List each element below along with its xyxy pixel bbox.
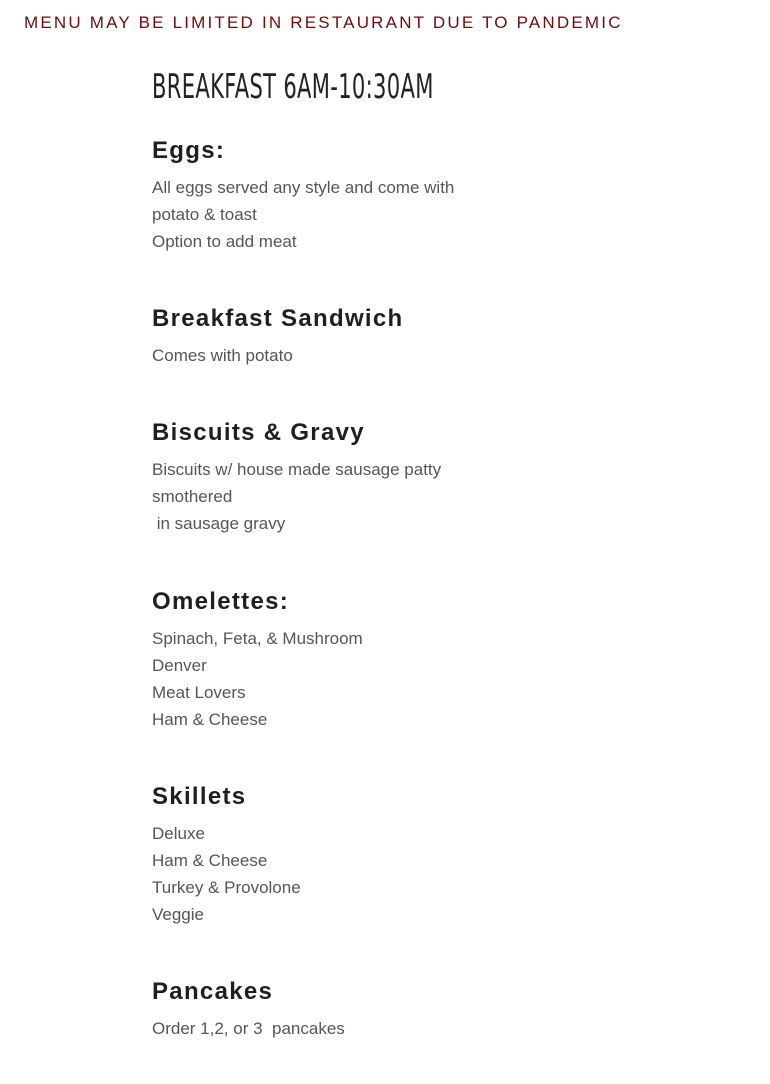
section-description-line: smothered — [152, 487, 233, 506]
menu-section-breakfast-sandwich — [152, 304, 403, 369]
section-description-line: in sausage gravy — [152, 514, 286, 533]
section-description-line: Veggie — [152, 905, 204, 924]
pandemic-notice: MENU MAY BE LIMITED IN RESTAURANT DUE TO PANDEMIC — [24, 13, 623, 32]
section-description-line: Comes with potato — [152, 346, 293, 365]
menu-title: BREAKFAST 6AM-10:30AM — [152, 67, 434, 107]
menu-section-eggs — [152, 136, 454, 255]
section-description-line: Ham & Cheese — [152, 710, 268, 729]
section-description-line: Turkey & Provolone — [152, 878, 301, 897]
section-title: Eggs: — [152, 137, 226, 164]
section-description-line: Spinach, Feta, & Mushroom — [152, 629, 363, 648]
section-description-line: Deluxe — [152, 824, 205, 843]
section-description-line: Denver — [152, 656, 207, 675]
menu-section-biscuits-gravy — [152, 418, 441, 537]
section-title: Biscuits & Gravy — [152, 419, 365, 446]
section-description-line: potato & toast — [152, 205, 257, 224]
menu-section-pancakes — [152, 977, 345, 1042]
section-title: Breakfast Sandwich — [152, 305, 404, 332]
section-title: Pancakes — [152, 978, 274, 1005]
section-description-line: Biscuits w/ house made sausage patty — [152, 460, 442, 479]
section-title: Omelettes: — [152, 588, 290, 615]
menu-section-skillets — [152, 782, 301, 928]
section-description-line: Order 1,2, or 3 pancakes — [152, 1019, 345, 1038]
section-description-line: All eggs served any style and come with — [152, 178, 455, 197]
section-title: Skillets — [152, 783, 247, 810]
section-description-line: Meat Lovers — [152, 683, 246, 702]
section-description-line: Ham & Cheese — [152, 851, 268, 870]
menu-section-omelettes — [152, 587, 363, 733]
breakfast-menu — [152, 64, 572, 1038]
section-description-line: Option to add meat — [152, 232, 297, 251]
